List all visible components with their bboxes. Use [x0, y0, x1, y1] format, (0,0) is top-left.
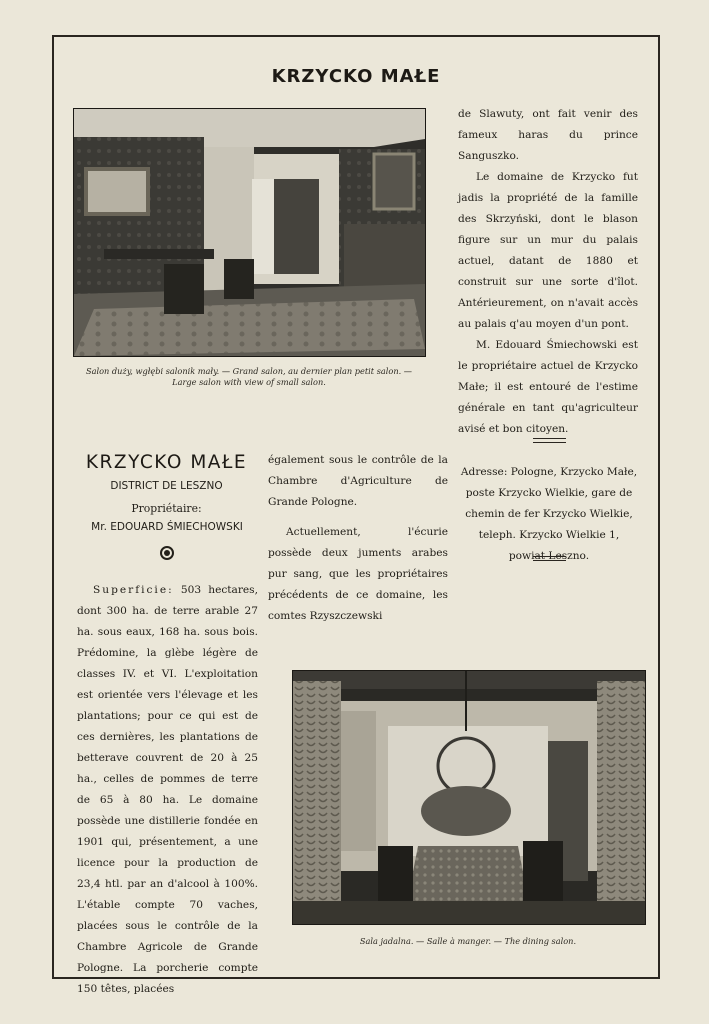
- salon-caption-line-2: Large salon with view of small salon.: [172, 377, 326, 387]
- page-title: KRZYCKO MAŁE: [271, 66, 441, 87]
- address-text: Adresse: Pologne, Krzycko Małe, poste Krzycko Wielkie, gare de chemin de fer Krzycko Wielkie, teleph. Krzycko Wielkie 1, powiat Leszno.: [460, 466, 638, 562]
- surface-text: 503 hectares, dont 300 ha. de terre arable 27 ha. sous eaux, 168 ha. sous bois. Prédomine, la glèbe légère de classes IV. et VI. L'exploitation est orientée vers l'élevage et les plantations; pour ce qui est de ces dernières, les plantations de betterave couvrent de 20 à 25 ha., celles de pommes de terre de 65 à 80 ha. Le domaine possède une distillerie fondée en 1901 qui, présentement, a une licence pour la production de 23,4 htl. par an d'alcool à 100%. L'étable compte 70 vaches, placées sous le contrôle de la Chambre Agricole de Grande Pologne. La porcherie compte 150 têtes, placées: [77, 584, 258, 995]
- right-top-paragraph-2: Le domaine de Krzycko fut jadis la propriété de la famille des Skrzyński, dont le blason figure sur un mur du palais actuel, datant de 1880 et construit sur une sorte d'îlot. Antérieurement, on n'avait accès au palais q'au moyen d'un pont.: [458, 171, 638, 330]
- divider-top: [533, 438, 566, 443]
- divider-bottom: [533, 556, 566, 561]
- surface-label: Superficie:: [93, 584, 174, 596]
- owner-label: Propriétaire:: [131, 502, 202, 515]
- middle-paragraph-2: Actuellement, l'écurie possède deux juments arabes pur sang, que les propriétaires précédents de ce domaine, les comtes Rzyszczewski: [268, 526, 448, 622]
- right-top-column: [458, 104, 638, 440]
- left-column: [77, 580, 258, 1000]
- left-column-paragraph: [77, 580, 258, 1000]
- dining-photo: [292, 670, 646, 925]
- estate-name: KRZYCKO MAŁE: [85, 452, 248, 473]
- ornament-circle-icon: [160, 546, 174, 560]
- middle-paragraph-1: également sous le contrôle de la Chambre d'Agriculture de Grande Pologne.: [268, 454, 448, 508]
- salon-photo: [73, 108, 426, 357]
- address-block: [459, 462, 639, 567]
- estate-district: DISTRICT DE LESZNO: [110, 480, 223, 492]
- salon-photo-caption: [64, 366, 434, 388]
- owner-name: Mr. EDOUARD ŚMIECHOWSKI: [91, 521, 243, 533]
- right-top-paragraph-3: M. Edouard Śmiechowski est le propriétaire actuel de Krzycko Małe; il est entouré de l'estime générale en tant qu'agriculteur avisé et bon citoyen.: [458, 339, 638, 435]
- right-top-paragraph-1: de Slawuty, ont fait venir des fameux haras du prince Sanguszko.: [458, 108, 638, 162]
- dining-photo-caption: Sala jadalna. — Salle à manger. — The dining salon.: [359, 936, 577, 946]
- salon-caption-line-1: Salon duży, wgłębi salonik mały. — Grand salon, au dernier plan petit salon. —: [86, 366, 412, 376]
- middle-column: [268, 450, 448, 627]
